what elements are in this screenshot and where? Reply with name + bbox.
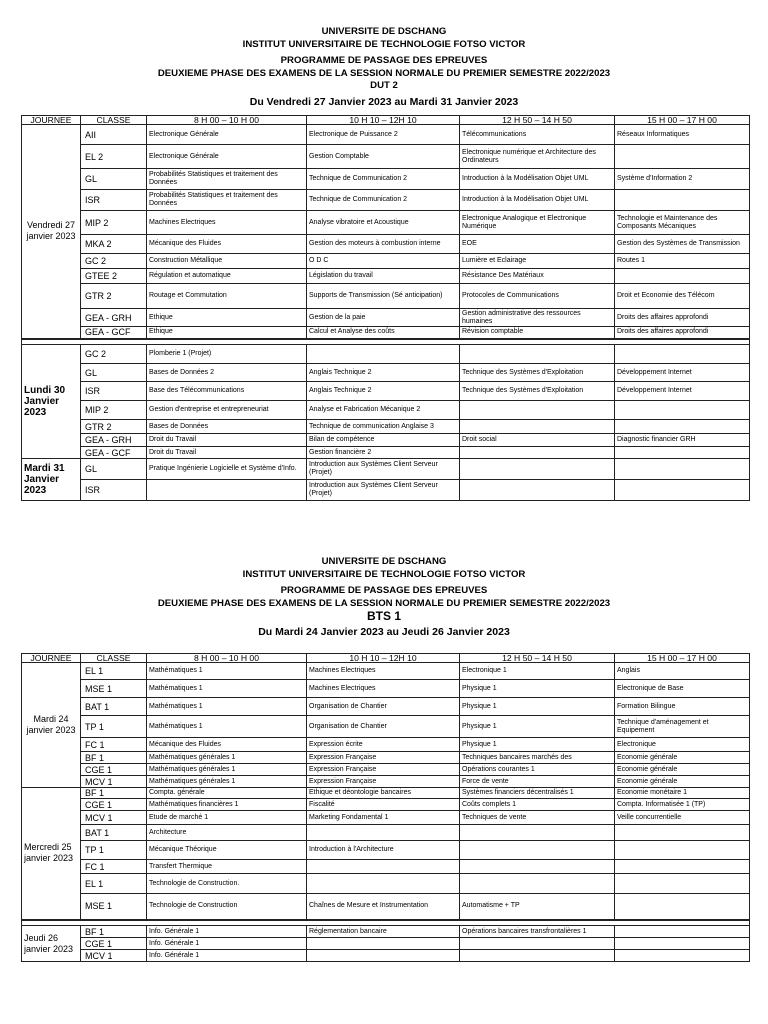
exam-cell: Introduction à la Modélisation Objet UML: [460, 169, 615, 190]
col-slot-2: 10 H 10 – 12H 10: [307, 654, 460, 663]
exam-cell: Electronique Analogique et Electronique Numérique: [460, 211, 615, 235]
table-row: [22, 364, 750, 382]
exam-cell: [147, 480, 307, 501]
exam-cell: Système d'Information 2: [615, 169, 750, 190]
exam-cell: [460, 950, 615, 962]
table-row: [22, 716, 750, 738]
exam-cell: Analyse vibratoire et Acoustique: [307, 211, 460, 235]
exam-cell: Formation Bilingue: [615, 698, 750, 716]
exam-cell: Introduction à l'Architecture: [307, 841, 460, 860]
exam-cell: Veille concurrentielle: [615, 811, 750, 825]
class-cell: EL 2: [81, 145, 147, 169]
exam-cell: Force de vente: [460, 776, 615, 788]
exam-cell: Technique d'aménagement et Equipement: [615, 716, 750, 738]
col-slot-3: 12 H 50 – 14 H 50: [460, 116, 615, 125]
exam-cell: [460, 938, 615, 950]
exam-cell: O D C: [307, 254, 460, 269]
exam-cell: Ethique: [147, 327, 307, 339]
exam-cell: Mathématiques générales 1: [147, 752, 307, 764]
exam-cell: Bases de Données 2: [147, 364, 307, 382]
table-row: [22, 145, 750, 169]
col-journee: JOURNEE: [22, 654, 81, 663]
exam-cell: Etude de marché 1: [147, 811, 307, 825]
bts-header: [0, 556, 768, 639]
exam-cell: Plomberie 1 (Projet): [147, 345, 307, 364]
class-cell: GEA - GRH: [81, 309, 147, 327]
exam-cell: Economie générale: [615, 764, 750, 776]
exam-cell: Législation du travail: [307, 269, 460, 284]
exam-cell: Ethique: [147, 309, 307, 327]
exam-cell: [307, 950, 460, 962]
dut-schedule-table: [21, 115, 750, 501]
exam-cell: Mathématiques financières 1: [147, 799, 307, 811]
day-cell: Vendredi 27 janvier 2023: [22, 125, 81, 339]
exam-cell: Technologie et Maintenance des Composants Mécaniques: [615, 211, 750, 235]
exam-cell: Droit du Travail: [147, 447, 307, 459]
exam-cell: Mathématiques générales 1: [147, 764, 307, 776]
exam-cell: Technique de Communication 2: [307, 169, 460, 190]
table-row: [22, 825, 750, 841]
table-row: [22, 401, 750, 420]
table-row: [22, 447, 750, 459]
exam-cell: Physique 1: [460, 738, 615, 752]
table-row: [22, 752, 750, 764]
table-row: [22, 211, 750, 235]
class-cell: GEA - GCF: [81, 327, 147, 339]
table-row: [22, 345, 750, 364]
exam-cell: Réseaux Informatiques: [615, 125, 750, 145]
exam-cell: Anglais: [615, 663, 750, 680]
col-classe: CLASSE: [81, 116, 147, 125]
exam-cell: Droit et Economie des Télécom: [615, 284, 750, 309]
exam-cell: [460, 841, 615, 860]
class-cell: GEA - GCF: [81, 447, 147, 459]
exam-cell: Technologie de Construction.: [147, 874, 307, 894]
class-cell: FC 1: [81, 738, 147, 752]
exam-cell: Introduction aux Systèmes Client Serveur (Projet): [307, 480, 460, 501]
exam-cell: Télécommunications: [460, 125, 615, 145]
table-row: [22, 382, 750, 401]
exam-cell: Gestion d'entreprise et entrepreneuriat: [147, 401, 307, 420]
programme-title: PROGRAMME DE PASSAGE DES EPREUVES: [280, 585, 488, 597]
exam-cell: Info. Générale 1: [147, 938, 307, 950]
exam-cell: [615, 874, 750, 894]
exam-cell: [615, 420, 750, 434]
table-row: [22, 680, 750, 698]
exam-cell: Bases de Données: [147, 420, 307, 434]
exam-cell: Gestion administrative des ressources humaines: [460, 309, 615, 327]
class-cell: MIP 2: [81, 401, 147, 420]
table-row: [22, 894, 750, 920]
exam-cell: Coûts complets 1: [460, 799, 615, 811]
exam-cell: Construction Métallique: [147, 254, 307, 269]
exam-cell: Développement Internet: [615, 364, 750, 382]
exam-cell: Electronique de Base: [615, 680, 750, 698]
exam-cell: [307, 345, 460, 364]
col-journee: JOURNEE: [22, 116, 81, 125]
exam-cell: [460, 459, 615, 480]
exam-cell: Développement Internet: [615, 382, 750, 401]
class-cell: MKA 2: [81, 235, 147, 254]
exam-cell: Technique de communication Anglaise 3: [307, 420, 460, 434]
exam-cell: [615, 269, 750, 284]
table-row: [22, 284, 750, 309]
exam-cell: Expression Française: [307, 776, 460, 788]
university-title: UNIVERSITE DE DSCHANG: [321, 556, 447, 567]
exam-cell: Mécanique des Fluides: [147, 235, 307, 254]
exam-cell: Economie générale: [615, 752, 750, 764]
exam-cell: EOE: [460, 235, 615, 254]
exam-cell: Fiscalité: [307, 799, 460, 811]
exam-cell: Physique 1: [460, 680, 615, 698]
bts-schedule-table: [21, 653, 750, 962]
table-row: [22, 874, 750, 894]
table-row: [22, 269, 750, 284]
exam-cell: Electronique numérique et Architecture des Ordinateurs: [460, 145, 615, 169]
col-slot-1: 8 H 00 – 10 H 00: [147, 654, 307, 663]
exam-cell: Electronique: [615, 738, 750, 752]
exam-cell: [460, 447, 615, 459]
exam-cell: Mathématiques générales 1: [147, 776, 307, 788]
exam-cell: Economie monétaire 1: [615, 788, 750, 799]
day-cell: Lundi 30 Janvier 2023: [22, 345, 81, 459]
exam-cell: Gestion de la paie: [307, 309, 460, 327]
table-row: [22, 841, 750, 860]
class-cell: CGE 1: [81, 764, 147, 776]
table-row: [22, 327, 750, 339]
table-row: [22, 190, 750, 211]
exam-cell: Droits des affaires approfondi: [615, 309, 750, 327]
exam-cell: [615, 860, 750, 874]
exam-cell: Physique 1: [460, 698, 615, 716]
exam-cell: Expression Française: [307, 752, 460, 764]
table-row: [22, 938, 750, 950]
table-row: [22, 950, 750, 962]
class-cell: ISR: [81, 190, 147, 211]
institute-title: INSTITUT UNIVERSITAIRE DE TECHNOLOGIE FOTSO VICTOR: [242, 568, 526, 580]
exam-cell: Gestion des Systèmes de Transmission: [615, 235, 750, 254]
exam-cell: Introduction à la Modélisation Objet UML: [460, 190, 615, 211]
class-cell: BAT 1: [81, 698, 147, 716]
exam-cell: Compta. générale: [147, 788, 307, 799]
phase-title: DEUXIEME PHASE DES EXAMENS DE LA SESSION NORMALE DU PREMIER SEMESTRE 2022/2023: [157, 597, 611, 609]
exam-cell: Technologie de Construction: [147, 894, 307, 920]
exam-cell: Protocoles de Communications: [460, 284, 615, 309]
table-row: [22, 459, 750, 480]
exam-cell: Routage et Commutation: [147, 284, 307, 309]
exam-cell: [615, 894, 750, 920]
class-cell: GTR 2: [81, 284, 147, 309]
exam-cell: [307, 825, 460, 841]
exam-cell: Pratique Ingénierie Logicielle et Système d'Info.: [147, 459, 307, 480]
exam-cell: Technique de Communication 2: [307, 190, 460, 211]
exam-cell: Droit social: [460, 434, 615, 447]
exam-cell: Techniques de vente: [460, 811, 615, 825]
exam-cell: [460, 480, 615, 501]
class-cell: MSE 1: [81, 894, 147, 920]
table-row: [22, 799, 750, 811]
exam-cell: Organisation de Chantier: [307, 698, 460, 716]
class-cell: EL 1: [81, 663, 147, 680]
exam-cell: Organisation de Chantier: [307, 716, 460, 738]
exam-cell: Révision comptable: [460, 327, 615, 339]
table-row: [22, 663, 750, 680]
table-row: [22, 125, 750, 145]
class-cell: EL 1: [81, 874, 147, 894]
exam-cell: Mathématiques 1: [147, 716, 307, 738]
exam-cell: [460, 401, 615, 420]
exam-cell: Electronique 1: [460, 663, 615, 680]
exam-cell: Lumière et Eclairage: [460, 254, 615, 269]
exam-cell: Mécanique Théorique: [147, 841, 307, 860]
exam-cell: Systèmes financiers décentralisés 1: [460, 788, 615, 799]
exam-cell: Marketing Fondamental 1: [307, 811, 460, 825]
class-cell: ISR: [81, 480, 147, 501]
exam-cell: Transfert Thermique: [147, 860, 307, 874]
exam-cell: Machines Electriques: [307, 663, 460, 680]
exam-cell: [615, 190, 750, 211]
exam-cell: Régulation et automatique: [147, 269, 307, 284]
exam-cell: Réglementation bancaire: [307, 926, 460, 938]
table-row: [22, 169, 750, 190]
class-cell: GC 2: [81, 345, 147, 364]
class-cell: AII: [81, 125, 147, 145]
exam-cell: [615, 145, 750, 169]
exam-cell: Electronique Générale: [147, 125, 307, 145]
programme-title: PROGRAMME DE PASSAGE DES EPREUVES: [280, 55, 488, 67]
class-cell: CGE 1: [81, 799, 147, 811]
table-row: [22, 434, 750, 447]
table-row: [22, 738, 750, 752]
exam-cell: Electronique Générale: [147, 145, 307, 169]
class-cell: GC 2: [81, 254, 147, 269]
exam-cell: [307, 860, 460, 874]
exam-cell: Expression Française: [307, 764, 460, 776]
table-row: [22, 309, 750, 327]
exam-cell: Technique des Systèmes d'Exploitation: [460, 364, 615, 382]
class-cell: ISR: [81, 382, 147, 401]
exam-cell: Droits des affaires approfondi: [615, 327, 750, 339]
exam-cell: Ethique et déontologie bancaires: [307, 788, 460, 799]
table-row: [22, 776, 750, 788]
exam-cell: Mécanique des Fluides: [147, 738, 307, 752]
class-cell: MIP 2: [81, 211, 147, 235]
class-cell: BF 1: [81, 752, 147, 764]
dut-header: [0, 26, 768, 109]
exam-cell: [615, 447, 750, 459]
table-row: [22, 254, 750, 269]
institute-title: INSTITUT UNIVERSITAIRE DE TECHNOLOGIE FOTSO VICTOR: [242, 38, 526, 50]
class-cell: MCV 1: [81, 950, 147, 962]
period-title: Du Vendredi 27 Janvier 2023 au Mardi 31 Janvier 2023: [249, 95, 519, 108]
class-cell: MCV 1: [81, 776, 147, 788]
exam-cell: [615, 345, 750, 364]
col-slot-4: 15 H 00 – 17 H 00: [615, 116, 750, 125]
exam-cell: [615, 950, 750, 962]
col-slot-2: 10 H 10 – 12H 10: [307, 116, 460, 125]
exam-cell: [460, 860, 615, 874]
exam-cell: Gestion des moteurs à combustion interne: [307, 235, 460, 254]
exam-cell: Technique des Systèmes d'Exploitation: [460, 382, 615, 401]
exam-cell: Info. Générale 1: [147, 950, 307, 962]
exam-cell: Base des Télécommunications: [147, 382, 307, 401]
exam-cell: [460, 345, 615, 364]
exam-cell: Bilan de compétence: [307, 434, 460, 447]
class-cell: GL: [81, 364, 147, 382]
table-row: [22, 764, 750, 776]
exam-cell: [460, 420, 615, 434]
exam-cell: [615, 459, 750, 480]
table-row: [22, 480, 750, 501]
day-cell: Mardi 31 Janvier 2023: [22, 459, 81, 501]
exam-cell: Expression écrite: [307, 738, 460, 752]
col-slot-1: 8 H 00 – 10 H 00: [147, 116, 307, 125]
table-header-row: [22, 116, 750, 125]
period-title: Du Mardi 24 Janvier 2023 au Jeudi 26 Janvier 2023: [258, 625, 510, 638]
exam-cell: Anglais Technique 2: [307, 382, 460, 401]
exam-cell: Anglais Technique 2: [307, 364, 460, 382]
table-row: [22, 698, 750, 716]
exam-cell: [307, 938, 460, 950]
table-row: [22, 860, 750, 874]
exam-cell: Info. Générale 1: [147, 926, 307, 938]
class-cell: TP 1: [81, 716, 147, 738]
exam-cell: Probabilités Statistiques et traitement des Données: [147, 169, 307, 190]
exam-cell: Mathématiques 1: [147, 680, 307, 698]
exam-cell: Economie générale: [615, 776, 750, 788]
exam-cell: Gestion Comptable: [307, 145, 460, 169]
exam-cell: Analyse et Fabrication Mécanique 2: [307, 401, 460, 420]
table-row: [22, 235, 750, 254]
exam-cell: Chaînes de Mesure et Instrumentation: [307, 894, 460, 920]
exam-cell: Probabilités Statistiques et traitement des Données: [147, 190, 307, 211]
class-cell: MCV 1: [81, 811, 147, 825]
table-row: [22, 788, 750, 799]
level-title: DUT 2: [370, 80, 398, 92]
table-row: [22, 420, 750, 434]
exam-cell: Physique 1: [460, 716, 615, 738]
class-cell: FC 1: [81, 860, 147, 874]
phase-title: DEUXIEME PHASE DES EXAMENS DE LA SESSION NORMALE DU PREMIER SEMESTRE 2022/2023: [157, 67, 611, 79]
table-row: [22, 811, 750, 825]
exam-cell: Machines Electriques: [147, 211, 307, 235]
class-cell: GEA - GRH: [81, 434, 147, 447]
class-cell: BF 1: [81, 788, 147, 799]
exam-cell: Diagnostic financier GRH: [615, 434, 750, 447]
exam-cell: [460, 874, 615, 894]
exam-cell: Calcul et Analyse des coûts: [307, 327, 460, 339]
table-header-row: [22, 654, 750, 663]
exam-cell: [615, 926, 750, 938]
col-slot-4: 15 H 00 – 17 H 00: [615, 654, 750, 663]
day-cell: Jeudi 26 janvier 2023: [22, 926, 81, 962]
col-slot-3: 12 H 50 – 14 H 50: [460, 654, 615, 663]
day-cell: Mardi 24 janvier 2023: [22, 663, 81, 788]
exam-cell: Routes 1: [615, 254, 750, 269]
exam-cell: [307, 874, 460, 894]
exam-cell: [615, 938, 750, 950]
exam-cell: [615, 825, 750, 841]
class-cell: GL: [81, 169, 147, 190]
exam-cell: Supports de Transmission (Sé anticipation): [307, 284, 460, 309]
table-row: [22, 926, 750, 938]
exam-cell: Mathématiques 1: [147, 663, 307, 680]
exam-cell: Opérations courantes 1: [460, 764, 615, 776]
class-cell: CGE 1: [81, 938, 147, 950]
exam-cell: Automatisme + TP: [460, 894, 615, 920]
exam-cell: Opérations bancaires transfrontalières 1: [460, 926, 615, 938]
level-title: BTS 1: [366, 609, 401, 624]
exam-cell: Introduction aux Systèmes Client Serveur (Projet): [307, 459, 460, 480]
class-cell: BAT 1: [81, 825, 147, 841]
exam-cell: [615, 480, 750, 501]
class-cell: MSE 1: [81, 680, 147, 698]
class-cell: TP 1: [81, 841, 147, 860]
exam-cell: Architecture: [147, 825, 307, 841]
exam-cell: [460, 825, 615, 841]
class-cell: GL: [81, 459, 147, 480]
exam-cell: [615, 841, 750, 860]
exam-cell: Compta. Informatisée 1 (TP): [615, 799, 750, 811]
exam-cell: Gestion financière 2: [307, 447, 460, 459]
class-cell: GTEE 2: [81, 269, 147, 284]
exam-cell: Machines Electriques: [307, 680, 460, 698]
exam-cell: Techniques bancaires marchés des: [460, 752, 615, 764]
day-cell: Mercredi 25 janvier 2023: [22, 788, 81, 920]
col-classe: CLASSE: [81, 654, 147, 663]
exam-cell: [615, 401, 750, 420]
exam-cell: Résistance Des Matériaux: [460, 269, 615, 284]
exam-cell: Droit du Travail: [147, 434, 307, 447]
exam-cell: Electronique de Puissance 2: [307, 125, 460, 145]
exam-cell: Mathématiques 1: [147, 698, 307, 716]
class-cell: GTR 2: [81, 420, 147, 434]
class-cell: BF 1: [81, 926, 147, 938]
university-title: UNIVERSITE DE DSCHANG: [321, 26, 447, 37]
